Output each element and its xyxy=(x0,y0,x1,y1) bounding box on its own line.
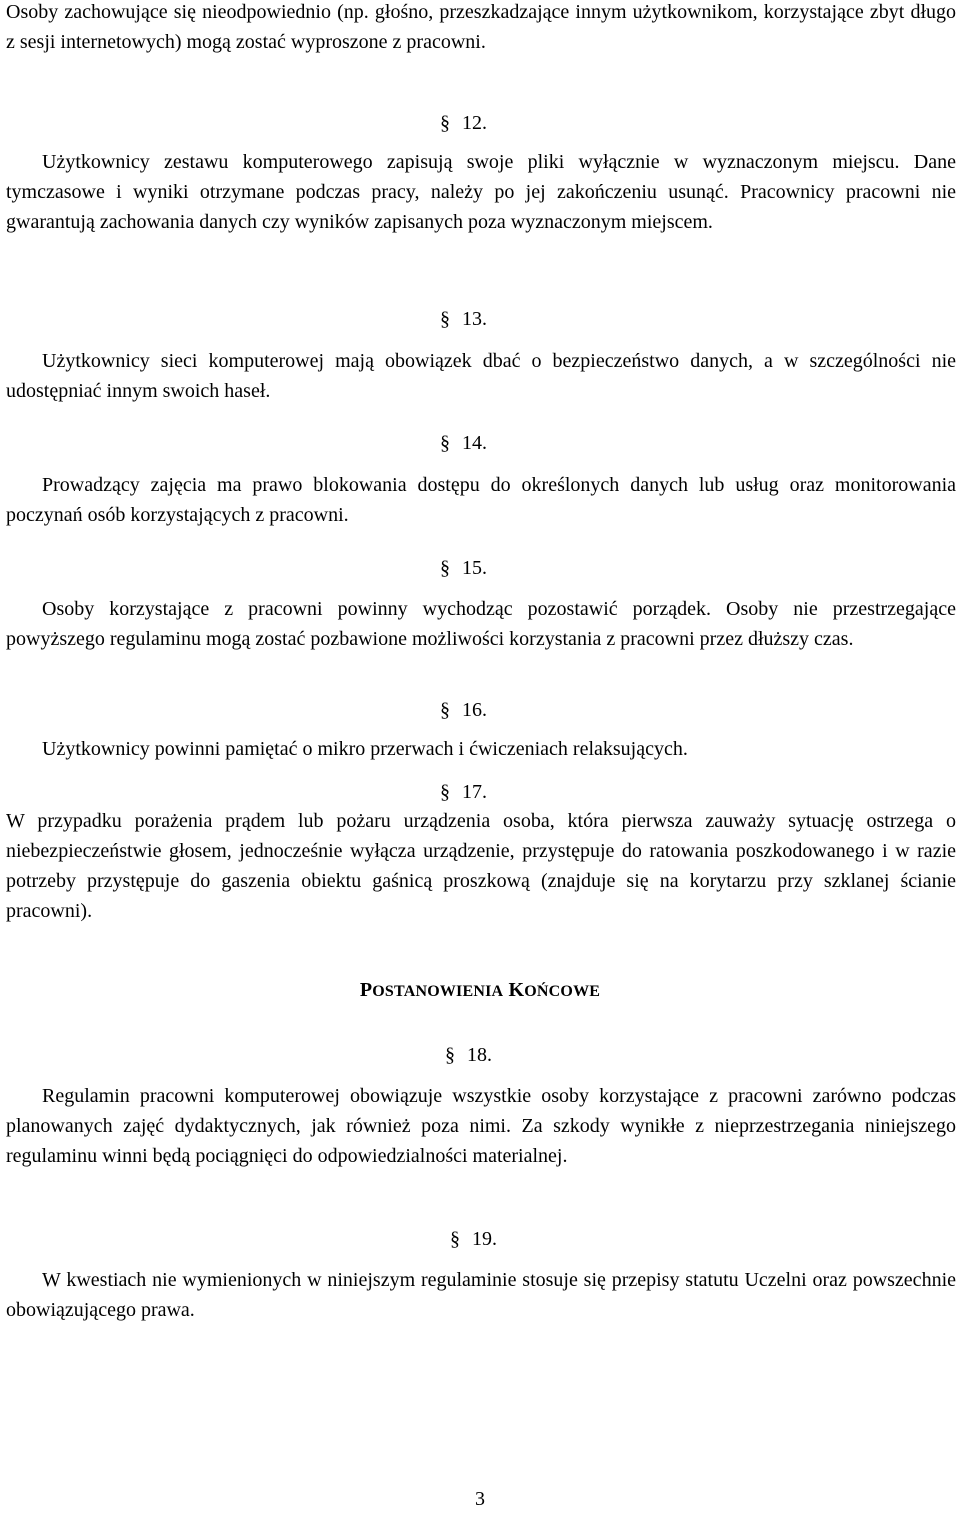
section-symbol: § xyxy=(440,699,450,721)
section-number: 17. xyxy=(462,781,487,803)
section-symbol: § xyxy=(440,112,450,134)
paragraph-14: Prowadzący zajęcia ma prawo blokowania dostępu do określonych danych lub usług oraz monitorowania poczynań osób korzystających z pracowni. xyxy=(6,474,956,526)
paragraph-15: Osoby korzystające z pracowni powinny wychodząc pozostawić porządek. Osoby nie przestrzegające powyższego regulaminu mogą zostać pozbawione możliwości korzystania z pracowni przez dłuższy czas. xyxy=(6,598,956,650)
section-number: 18. xyxy=(467,1044,492,1066)
paragraph-11-continued: Osoby zachowujące się nieodpowiednio (np. głośno, przeszkadzające innym użytkownikom, korzystające zbyt długo z sesji internetowych) mogą zostać wyproszone z pracowni. xyxy=(6,1,956,53)
section-symbol: § xyxy=(440,432,450,454)
section-symbol: § xyxy=(450,1228,460,1250)
paragraph-16: Użytkownicy powinni pamiętać o mikro przerwach i ćwiczeniach relaksujących. xyxy=(42,738,688,760)
section-symbol: § xyxy=(440,781,450,803)
section-symbol: § xyxy=(445,1044,455,1066)
paragraph-12: Użytkownicy zestawu komputerowego zapisują swoje pliki wyłącznie w wyznaczonym miejscu. Dane tymczasowe i wyniki otrzymane podczas pracy, należy po jej zakończeniu usunąć. Pracownicy pracowni nie gwarantują zachowania danych czy wyników zapisanych poza wyznaczonym miejscem. xyxy=(6,151,956,233)
section-number: 19. xyxy=(472,1228,497,1250)
section-number: 14. xyxy=(462,432,487,454)
section-number: 15. xyxy=(462,557,487,579)
paragraph-18: Regulamin pracowni komputerowej obowiązuje wszystkie osoby korzystające z pracowni zarówno podczas planowanych zajęć dydaktycznych, jak również poza nimi. Za szkody wynikłe z nieprzestrzegania niniejszego regulaminu winni będą pociągnięci do odpowiedzialności materialnej. xyxy=(6,1085,956,1167)
paragraph-13: Użytkownicy sieci komputerowej mają obowiązek dbać o bezpieczeństwo danych, a w szczególności nie udostępniać innym swoich haseł. xyxy=(6,350,956,402)
section-symbol: § xyxy=(440,557,450,579)
section-symbol: § xyxy=(440,308,450,330)
section-number: 12. xyxy=(462,112,487,134)
section-number: 13. xyxy=(462,308,487,330)
section-heading: POSTANOWIENIA KOŃCOWE xyxy=(359,979,601,1001)
paragraph-19: W kwestiach nie wymienionych w niniejszym regulaminie stosuje się przepisy statutu Uczelni oraz powszechnie obowiązującego prawa. xyxy=(6,1269,956,1321)
section-number: 16. xyxy=(462,699,487,721)
paragraph-17: W przypadku porażenia prądem lub pożaru urządzenia osoba, która pierwsza zauważy sytuację ostrzega o niebezpieczeństwie głosem, jednocześnie wyłącza urządzenie, przystępuje do ratowania poszkodowanego i w razie potrzeby przystępuje do gaszenia obiektu gaśnicą proszkową (znajduje się na korytarzu przy szklanej ścianie pracowni). xyxy=(6,810,956,922)
page-number: 3 xyxy=(475,1488,485,1510)
